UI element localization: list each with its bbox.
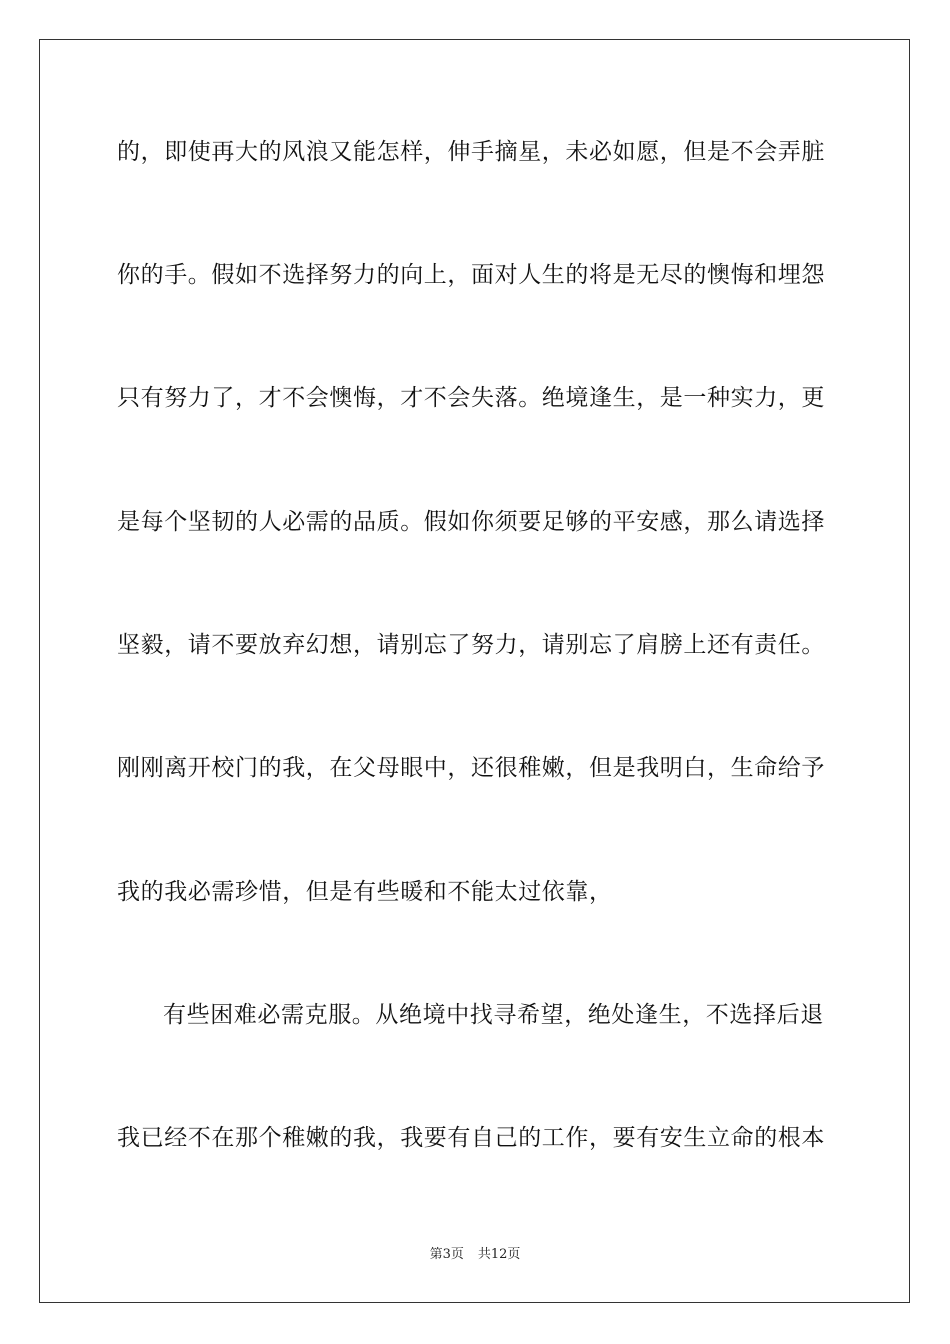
- page-border: [39, 39, 910, 1303]
- body-line-9: 我已经不在那个稚嫩的我，我要有自己的工作，要有安生立命的根本: [117, 1125, 825, 1151]
- body-line-5: 坚毅，请不要放弃幻想，请别忘了努力，请别忘了肩膀上还有责任。: [117, 632, 825, 658]
- body-line-3: 只有努力了，才不会懊悔，才不会失落。绝境逢生，是一种实力，更: [117, 385, 825, 411]
- page-number: 第3页: [429, 1247, 464, 1262]
- body-line-2: 你的手。假如不选择努力的向上，面对人生的将是无尽的懊悔和埋怨: [117, 262, 825, 288]
- body-line-7: 我的我必需珍惜，但是有些暖和不能太过依靠，: [117, 879, 613, 905]
- page-footer: [0, 1246, 950, 1264]
- total-pages: 共12页: [477, 1247, 521, 1262]
- body-line-4: 是每个坚韧的人必需的品质。假如你须要足够的平安感，那么请选择: [117, 509, 825, 535]
- body-line-8-indented: 有些困难必需克服。从绝境中找寻希望，绝处逢生，不选择后退: [163, 1002, 824, 1028]
- body-line-6: 刚刚离开校门的我，在父母眼中，还很稚嫩，但是我明白，生命给予: [117, 755, 825, 781]
- body-line-1: 的，即使再大的风浪又能怎样，伸手摘星，未必如愿，但是不会弄脏: [117, 139, 825, 165]
